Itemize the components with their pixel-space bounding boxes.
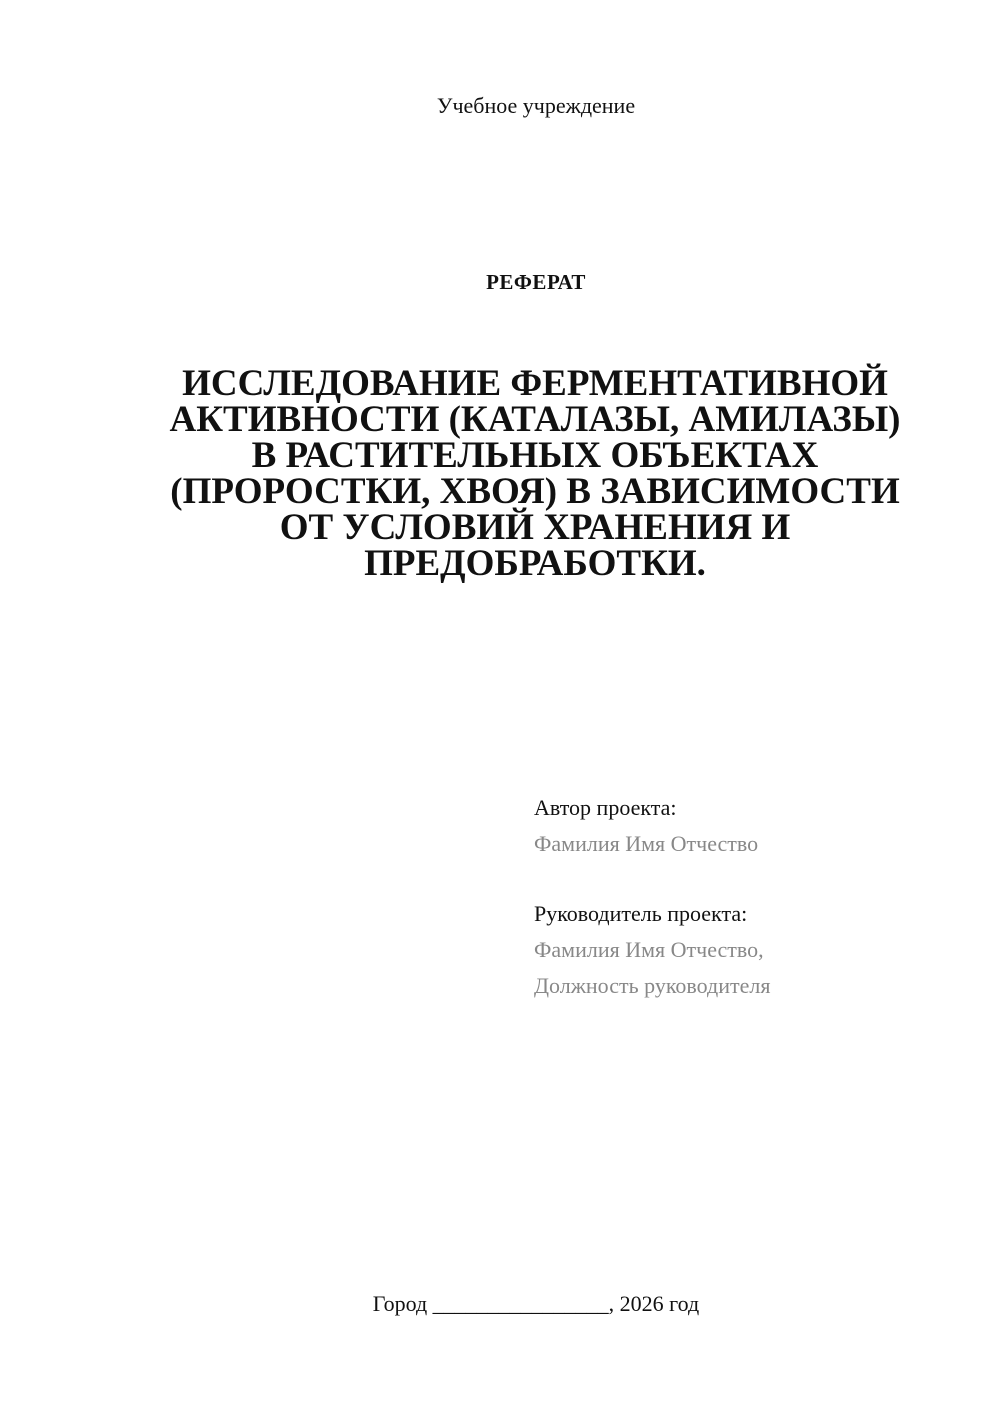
- city-blank: ________________: [432, 1291, 609, 1316]
- spacer: [534, 862, 974, 896]
- supervisor-name-placeholder: Фамилия Имя Отчество,: [534, 937, 764, 962]
- institution-name: Учебное учреждение: [436, 93, 636, 118]
- title-line: АКТИВНОСТИ (КАТАЛАЗЫ, АМИЛАЗЫ): [169, 399, 901, 440]
- title-line: ИССЛЕДОВАНИЕ ФЕРМЕНТАТИВНОЙ: [182, 363, 888, 404]
- author-name-placeholder: Фамилия Имя Отчество: [534, 831, 759, 856]
- title-line: В РАСТИТЕЛЬНЫХ ОБЪЕКТАХ: [251, 435, 819, 476]
- title-line: (ПРОРОСТКИ, ХВОЯ) В ЗАВИСИМОСТИ: [170, 471, 900, 512]
- year-text: , 2026 год: [608, 1291, 700, 1316]
- credits-block: [534, 790, 974, 1004]
- city-label: Город: [372, 1291, 428, 1316]
- title-line: ОТ УСЛОВИЙ ХРАНЕНИЯ И: [279, 507, 791, 548]
- document-title: [140, 363, 930, 584]
- supervisor-position-placeholder: Должность руководителя: [534, 973, 771, 998]
- supervisor-label: Руководитель проекта:: [534, 901, 748, 926]
- title-line: ПРЕДОБРАБОТКИ.: [364, 543, 706, 584]
- city-year-line: [0, 1290, 1000, 1318]
- document-type: РЕФЕРАТ: [486, 270, 586, 294]
- author-label: Автор проекта:: [534, 795, 677, 820]
